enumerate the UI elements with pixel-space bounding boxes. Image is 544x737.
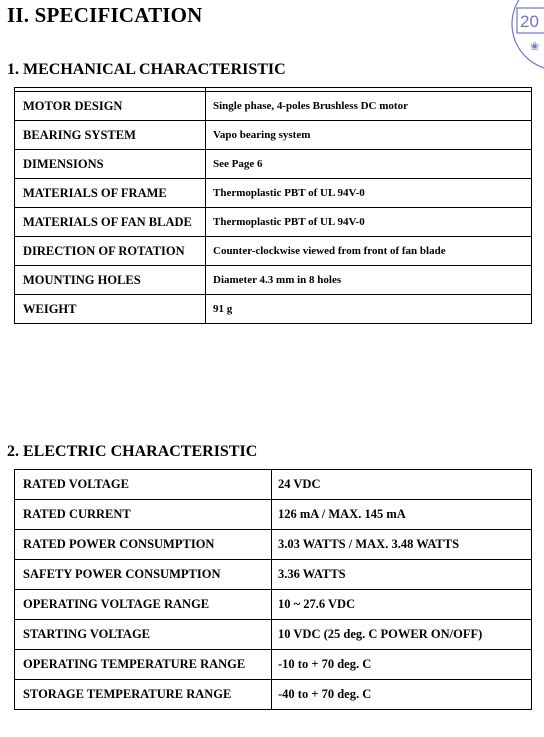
row-value: Thermoplastic PBT of UL 94V-0 (206, 208, 532, 237)
approval-stamp (508, 0, 544, 70)
section-title: II. SPECIFICATION (7, 3, 203, 27)
svg-text:• (511, 0, 516, 1)
table-row (15, 500, 532, 530)
row-value: 10 ~ 27.6 VDC (272, 590, 532, 620)
table-row (15, 650, 532, 680)
table-row (15, 620, 532, 650)
row-value: 91 g (206, 295, 532, 324)
mechanical-heading: 1. MECHANICAL CHARACTERISTIC (7, 61, 286, 78)
row-key: DIRECTION OF ROTATION (15, 237, 206, 266)
row-key: STORAGE TEMPERATURE RANGE (15, 680, 272, 710)
row-value: 3.36 WATTS (272, 560, 532, 590)
row-key: OPERATING TEMPERATURE RANGE (15, 650, 272, 680)
row-value: Diameter 4.3 mm in 8 holes (206, 266, 532, 295)
table-row (15, 530, 532, 560)
table-row (15, 266, 532, 295)
table-row (15, 150, 532, 179)
row-key: RATED CURRENT (15, 500, 272, 530)
table-row (15, 208, 532, 237)
row-value: Vapo bearing system (206, 121, 532, 150)
stamp-text: 20 (520, 12, 539, 31)
row-key: BEARING SYSTEM (15, 121, 206, 150)
row-value: 3.03 WATTS / MAX. 3.48 WATTS (272, 530, 532, 560)
electric-table (14, 469, 532, 710)
svg-text:❀: ❀ (530, 40, 540, 53)
table-row (15, 295, 532, 324)
table-row (15, 560, 532, 590)
row-key: MOTOR DESIGN (15, 92, 206, 121)
row-key: WEIGHT (15, 295, 206, 324)
row-value: 126 mA / MAX. 145 mA (272, 500, 532, 530)
row-key: RATED POWER CONSUMPTION (15, 530, 272, 560)
row-key: MATERIALS OF FAN BLADE (15, 208, 206, 237)
electric-heading: 2. ELECTRIC CHARACTERISTIC (7, 443, 258, 460)
table-row (15, 470, 532, 500)
row-value: -40 to + 70 deg. C (272, 680, 532, 710)
row-key: MATERIALS OF FRAME (15, 179, 206, 208)
row-value: 24 VDC (272, 470, 532, 500)
row-value: See Page 6 (206, 150, 532, 179)
row-value: Thermoplastic PBT of UL 94V-0 (206, 179, 532, 208)
row-key: MOUNTING HOLES (15, 266, 206, 295)
row-value: 10 VDC (25 deg. C POWER ON/OFF) (272, 620, 532, 650)
row-key: RATED VOLTAGE (15, 470, 272, 500)
row-key: DIMENSIONS (15, 150, 206, 179)
table-row (15, 590, 532, 620)
table-row (15, 680, 532, 710)
row-value: -10 to + 70 deg. C (272, 650, 532, 680)
table-row (15, 237, 532, 266)
row-key: OPERATING VOLTAGE RANGE (15, 590, 272, 620)
row-value: Counter-clockwise viewed from front of fan blade (206, 237, 532, 266)
mechanical-table (14, 87, 532, 324)
row-key: STARTING VOLTAGE (15, 620, 272, 650)
row-key: SAFETY POWER CONSUMPTION (15, 560, 272, 590)
row-value: Single phase, 4-poles Brushless DC motor (206, 92, 532, 121)
table-row (15, 179, 532, 208)
table-row (15, 92, 532, 121)
table-row (15, 121, 532, 150)
